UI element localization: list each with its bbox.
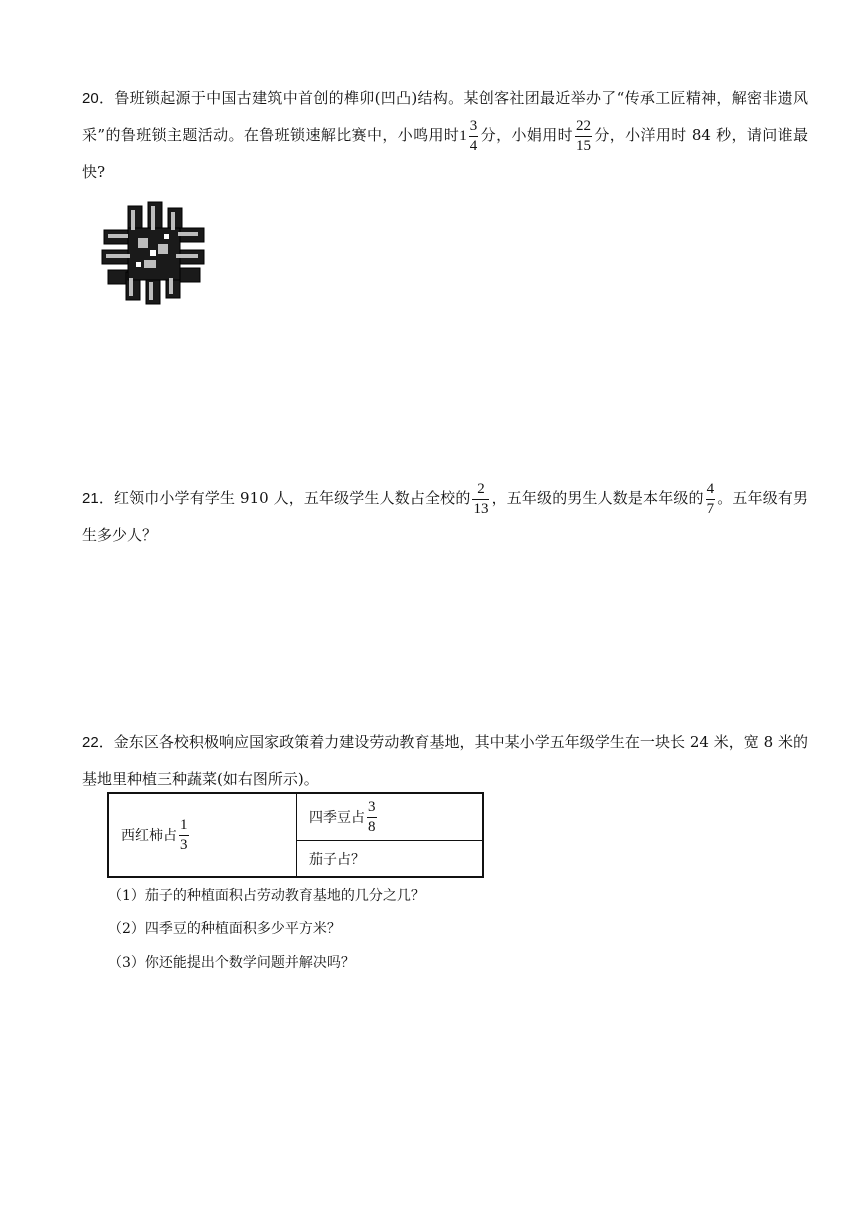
subquestion-3: （3）你还能提出个数学问题并解决吗？ <box>108 955 355 971</box>
denominator: 15 <box>576 137 591 154</box>
bean-region <box>297 794 482 841</box>
numerator: 1 <box>179 818 189 836</box>
numerator: 22 <box>575 119 592 137</box>
question-20-number: 20． <box>82 90 115 107</box>
question-20-text-1: 鲁班锁起源于中国古建筑中首创的榫卯(凹凸)结构。某创客社团最近举办了“传承工匠精神，解密非遗风采”的鲁班锁主题活动。在鲁班锁速解比赛中，小鸣用时 <box>82 89 808 144</box>
bean-label: 四季豆占 <box>309 810 365 826</box>
question-21-text-1: 红领巾小学有学生 910 人，五年级学生人数占全校的 <box>113 489 471 507</box>
denominator: 7 <box>706 500 715 517</box>
question-21-number: 21． <box>82 490 114 507</box>
question-21-text-3: 。五年级有男生多少人？ <box>82 489 809 544</box>
question-20-text-3: 分，小洋用时 84 秒，请问谁最快? <box>82 126 809 181</box>
tomato-fraction <box>179 818 189 853</box>
numerator: 3 <box>367 800 377 818</box>
tomato-region <box>109 794 297 876</box>
fraction-fifth-grade-share <box>472 482 489 517</box>
luban-lock-icon <box>98 198 208 308</box>
fraction-boys-share <box>706 482 716 517</box>
tomato-label: 西红柿占 <box>121 828 177 844</box>
question-22-text: 金东区各校积极响应国家政策着力建设劳动教育基地，其中某小学五年级学生在一块长 24 米，宽 8 米的基地里种植三种蔬菜(如右图所示)。 <box>82 733 809 788</box>
eggplant-label: 茄子占？ <box>309 851 365 868</box>
fraction-whole: 1 <box>459 128 467 144</box>
field-diagram <box>107 792 484 878</box>
question-21 <box>82 480 808 553</box>
question-20 <box>82 80 808 190</box>
numerator: 4 <box>706 482 716 500</box>
denominator: 3 <box>180 836 188 853</box>
denominator: 13 <box>473 500 489 517</box>
numerator: 2 <box>472 482 489 500</box>
question-20-text-2: 分，小娟用时 <box>480 126 573 144</box>
subquestion-2: （2）四季豆的种植面积多少平方米？ <box>108 921 341 937</box>
question-22 <box>82 724 808 797</box>
subquestion-1: （1）茄子的种植面积占劳动教育基地的几分之几？ <box>108 888 425 904</box>
eggplant-region <box>297 841 482 876</box>
numerator: 3 <box>469 119 479 137</box>
denominator: 4 <box>469 137 478 154</box>
question-22-number: 22． <box>82 734 114 751</box>
bean-fraction <box>367 800 377 835</box>
denominator: 8 <box>368 818 376 835</box>
fraction-xiaoming <box>469 119 479 154</box>
fraction-xiaojuan <box>575 119 592 154</box>
question-21-text-2: ，五年级的男生人数是本年级的 <box>491 489 704 507</box>
